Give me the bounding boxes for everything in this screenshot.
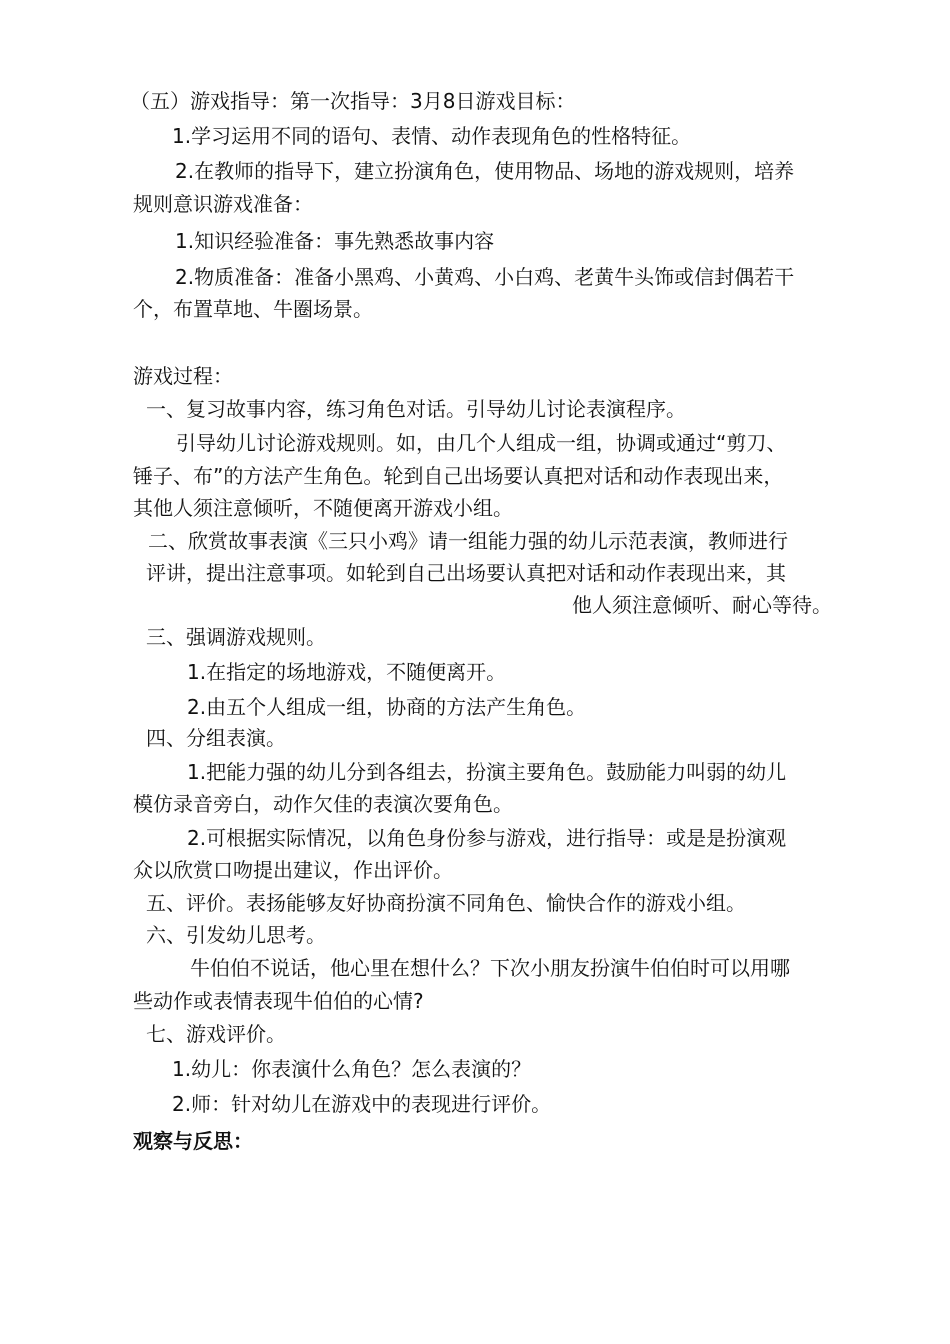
goal-item-2-continued: 规则意识游戏准备： (133, 192, 313, 216)
section-heading-observation-reflection: 观察与反思： (133, 1129, 253, 1153)
step-4-item-1-line-1: 1.把能力强的幼儿分到各组去，扮演主要角色。鼓励能力叫弱的幼儿 (187, 760, 787, 784)
step-2-line-1: 二、欣赏故事表演《三只小鸡》请一组能力强的幼儿示范表演，教师进行 (148, 529, 788, 553)
step-1-paragraph-line-2: 锤子、布”的方法产生角色。轮到自己出场要认真把对话和动作表现出来， (133, 464, 784, 488)
step-5-heading: 五、评价。表扬能够友好协商扮演不同角色、愉快合作的游戏小组。 (146, 891, 746, 915)
step-6-heading: 六、引发幼儿思考。 (146, 923, 326, 947)
step-7-item-2: 2.师：针对幼儿在游戏中的表现进行评价。 (172, 1092, 552, 1116)
step-1-paragraph-line-1: 引导幼儿讨论游戏规则。如，由几个人组成一组，协调或通过“剪刀、 (176, 431, 787, 455)
step-3-heading: 三、强调游戏规则。 (146, 625, 326, 649)
preparation-item-1: 1.知识经验准备：事先熟悉故事内容 (175, 229, 495, 253)
step-7-item-1: 1.幼儿：你表演什么角色？怎么表演的？ (172, 1057, 532, 1081)
preparation-item-2-continued: 个，布置草地、牛圈场景。 (133, 297, 373, 321)
section-heading-game-process: 游戏过程： (133, 364, 233, 388)
step-4-item-2-line-2: 众以欣赏口吻提出建议，作出评价。 (133, 858, 453, 882)
step-1-paragraph-line-3: 其他人须注意倾听，不随便离开游戏小组。 (133, 496, 513, 520)
step-4-heading: 四、分组表演。 (146, 726, 286, 750)
step-6-paragraph-line-2: 些动作或表情表现牛伯伯的心情? (133, 989, 424, 1013)
step-7-heading: 七、游戏评价。 (146, 1022, 286, 1046)
step-2-line-2: 评讲，提出注意事项。如轮到自己出场要认真把对话和动作表现出来，其 (146, 561, 786, 585)
step-4-item-1-line-2: 模仿录音旁白，动作欠佳的表演次要角色。 (133, 792, 513, 816)
goal-item-1: 1.学习运用不同的语句、表情、动作表现角色的性格特征。 (172, 124, 692, 148)
step-1-heading: 一、复习故事内容，练习角色对话。引导幼儿讨论表演程序。 (146, 397, 686, 421)
step-6-paragraph-line-1: 牛伯伯不说话，他心里在想什么？下次小朋友扮演牛伯伯时可以用哪 (190, 956, 790, 980)
preparation-item-2: 2.物质准备：准备小黑鸡、小黄鸡、小白鸡、老黄牛头饰或信封偶若干 (175, 265, 795, 289)
goal-item-2: 2.在教师的指导下，建立扮演角色，使用物品、场地的游戏规则，培养 (175, 159, 795, 183)
step-2-line-3: 他人须注意倾听、耐心等待。 (572, 593, 832, 617)
section-heading-game-guidance: （五）游戏指导：第一次指导：3月8日游戏目标： (130, 89, 576, 113)
step-3-item-2: 2.由五个人组成一组，协商的方法产生角色。 (187, 695, 587, 719)
step-3-item-1: 1.在指定的场地游戏，不随便离开。 (187, 660, 507, 684)
step-4-item-2-line-1: 2.可根据实际情况，以角色身份参与游戏，进行指导：或是是扮演观 (187, 826, 787, 850)
